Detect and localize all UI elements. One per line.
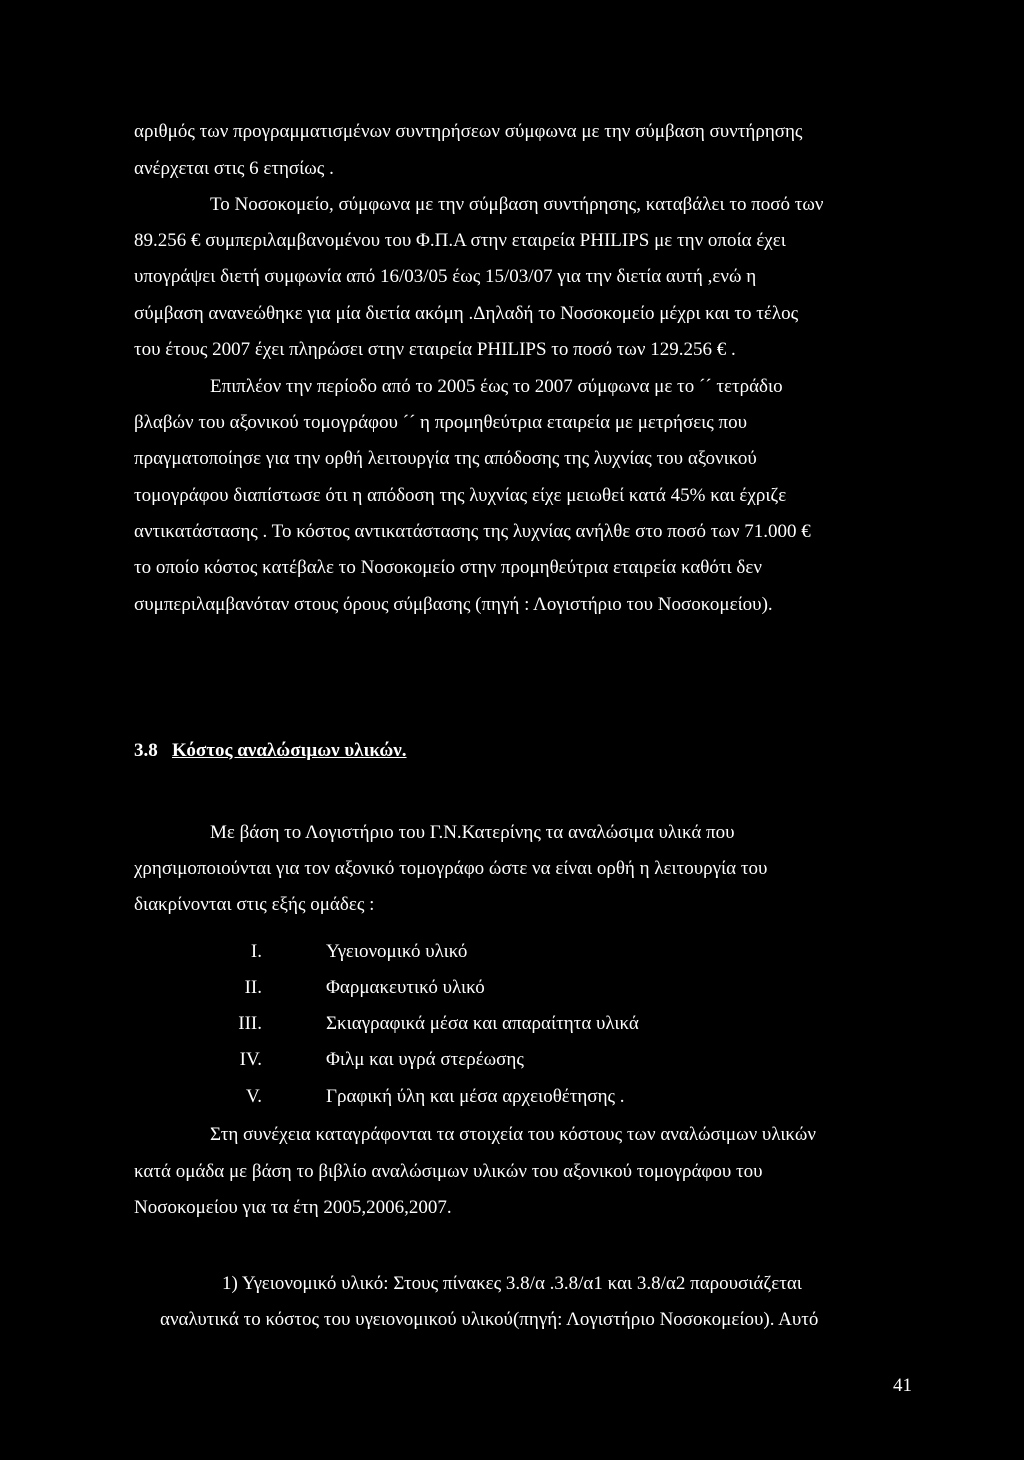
list-number: I. (250, 941, 262, 962)
page-number: 41 (893, 1375, 912, 1396)
section-number: 3.8 (134, 740, 158, 761)
list-number: V. (245, 1086, 262, 1107)
text-line: Το Νοσοκομείο, σύμφωνα με την σύμβαση συντήρησης, καταβάλει το ποσό των (210, 194, 824, 215)
list-item: Γραφική ύλη και μέσα αρχειοθέτησης . (326, 1086, 625, 1107)
list-number: III. (238, 1013, 262, 1034)
list-item: Φαρμακευτικό υλικό (326, 977, 485, 998)
text-line: 89.256 € συμπεριλαμβανομένου του Φ.Π.Α στην εταιρεία PHILIPS με την οποία έχει (134, 230, 786, 251)
text-line: συμπεριλαμβανόταν στους όρους σύμβασης (πηγή : Λογιστήριο του Νοσοκομείου). (134, 594, 773, 615)
text-line: αναλυτικά το κόστος του υγειονομικού υλικού(πηγή: Λογιστήριο Νοσοκομείου). Αυτό (160, 1309, 819, 1330)
text-line: διακρίνονται στις εξής ομάδες : (134, 894, 375, 915)
list-item: Φιλμ και υγρά στερέωσης (326, 1049, 524, 1070)
text-line: του έτους 2007 έχει πληρώσει στην εταιρεία PHILIPS το ποσό των 129.256 € . (134, 339, 736, 360)
text-line: βλαβών του αξονικού τομογράφου ´´ η προμηθεύτρια εταιρεία με μετρήσεις που (134, 412, 748, 433)
text-line: σύμβαση ανανεώθηκε για μία διετία ακόμη .Δηλαδή το Νοσοκομείο μέχρι και το τέλος (134, 303, 799, 324)
text-line: αριθμός των προγραμματισμένων συντηρήσεων σύμφωνα με την σύμβαση συντήρησης (134, 121, 803, 142)
text-line: το οποίο κόστος κατέβαλε το Νοσοκομείο στην προμηθεύτρια εταιρεία καθότι δεν (134, 557, 762, 578)
list-item: Υγειονομικό υλικό (326, 941, 468, 962)
text-line: υπογράψει διετή συμφωνία από 16/03/05 έως 15/03/07 για την διετία αυτή ,ενώ η (134, 266, 757, 287)
text-line: κατά ομάδα με βάση το βιβλίο αναλώσιμων υλικών του αξονικού τομογράφου του (134, 1161, 763, 1182)
text-line: ανέρχεται στις 6 ετησίως . (134, 158, 334, 179)
text-line: Επιπλέον την περίοδο από το 2005 έως το 2007 σύμφωνα με το ´´ τετράδιο (210, 376, 783, 397)
list-number: IV. (239, 1049, 262, 1070)
text-line: Με βάση το Λογιστήριο του Γ.Ν.Κατερίνης τα αναλώσιμα υλικά που (210, 822, 735, 843)
section-title: Κόστος αναλώσιμων υλικών. (172, 740, 407, 761)
list-item: Σκιαγραφικά μέσα και απαραίτητα υλικά (326, 1013, 639, 1034)
text-line: τομογράφου διαπίστωσε ότι η απόδοση της λυχνίας είχε μειωθεί κατά 45% και έχριζε (134, 485, 787, 506)
text-line: πραγματοποίησε για την ορθή λειτουργία της απόδοσης της λυχνίας του αξονικού (134, 448, 757, 469)
text-line: Νοσοκομείου για τα έτη 2005,2006,2007. (134, 1197, 452, 1218)
text-line: Στη συνέχεια καταγράφονται τα στοιχεία του κόστους των αναλώσιμων υλικών (210, 1124, 816, 1145)
list-number: II. (244, 977, 262, 998)
text-line: αντικατάστασης . Το κόστος αντικατάστασης της λυχνίας ανήλθε στο ποσό των 71.000 € (134, 521, 811, 542)
text-line: χρησιμοποιούνται για τον αξονικό τομογράφο ώστε να είναι ορθή η λειτουργία του (134, 858, 768, 879)
text-line: 1) Υγειονομικό υλικό: Στους πίνακες 3.8/α .3.8/α1 και 3.8/α2 παρουσιάζεται (222, 1273, 802, 1294)
